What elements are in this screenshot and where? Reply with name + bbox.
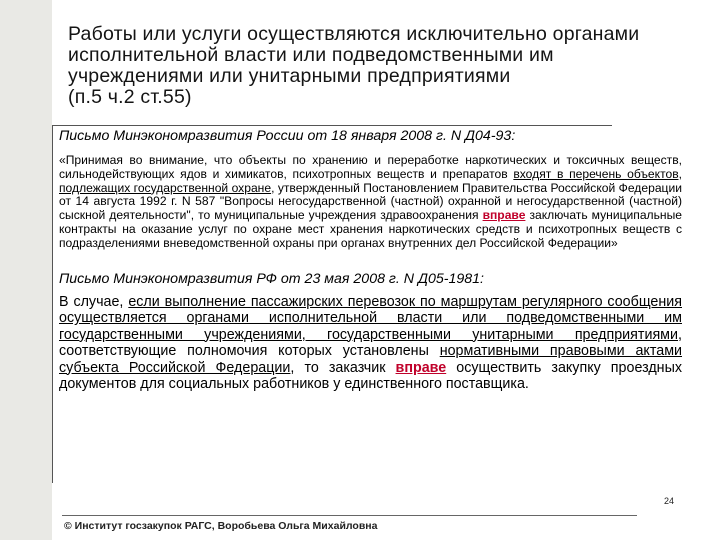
text-run: осуществить закупку проездных документов для социальных работников у единственного поставщика. bbox=[59, 359, 682, 393]
emphasis-vprave: вправе bbox=[395, 359, 447, 376]
footer-divider bbox=[62, 515, 637, 516]
text-run: заключать муниципальные контракты на оказание услуг по охране мест хранения наркотических средств и психотропных веществ с подразделениями вневедомственной охраны при органах внутренних дел Российской Федерации» bbox=[59, 208, 683, 250]
side-decoration-bar bbox=[0, 0, 52, 540]
slide-title bbox=[68, 24, 713, 108]
underlined-text: если выполнение пассажирских перевозок по маршрутам регулярного сообщения bbox=[128, 293, 682, 310]
footer-copyright: © Институт госзакупок РАГС, Воробьева Ольга Михайловна bbox=[64, 520, 378, 532]
horizontal-rule bbox=[52, 125, 612, 126]
title-line: исполнительной власти или подведомственными им bbox=[68, 44, 554, 66]
text-run: «Принимая во внимание, что объекты по хранению и переработке наркотических и токсичных веществ, сильнодействующих ядов и химикатов, психотропных веществ и препаратов bbox=[59, 153, 682, 181]
title-line: (п.5 ч.2 ст.55) bbox=[68, 86, 192, 108]
title-line: Работы или услуги осуществляются исключительно органами bbox=[68, 23, 640, 45]
page-number: 24 bbox=[664, 496, 675, 506]
vertical-rule bbox=[52, 125, 53, 483]
text-run: , утвержденный Постановлением Правительства Российской Федерации от 14 августа 1992 г. N 587 "Вопросы негосударственной (частной) охранной и негосударственной (частной) сыскной деятельности", то муниципальные учреждения здравоохранения bbox=[59, 180, 682, 223]
letter2-quote bbox=[59, 294, 682, 393]
slide-content bbox=[59, 128, 682, 393]
underlined-text: нормативными правовыми актами субъекта Российской Федерации bbox=[59, 343, 683, 376]
underlined-text: осуществляется органами исполнительной власти или подведомственными им государственными учреждениями, государственными унитарными предприятиями bbox=[59, 310, 682, 343]
letter2-heading: Письмо Минэкономразвития РФ от 23 мая 2008 г. N Д05-1981: bbox=[59, 270, 484, 287]
text-run: В случае, bbox=[59, 293, 129, 310]
letter1-quote bbox=[59, 154, 682, 251]
underlined-text: входят в перечень объектов, подлежащих государственной охране bbox=[59, 166, 682, 195]
emphasis-vprave: вправе bbox=[482, 208, 526, 223]
title-line: учреждениями или унитарными предприятиями bbox=[68, 65, 511, 87]
text-run: , соответствующие полномочия которых установлены bbox=[59, 326, 682, 360]
letter1-heading: Письмо Минэкономразвития России от 18 января 2008 г. N Д04-93: bbox=[59, 128, 516, 144]
text-run: , то заказчик bbox=[290, 359, 396, 376]
